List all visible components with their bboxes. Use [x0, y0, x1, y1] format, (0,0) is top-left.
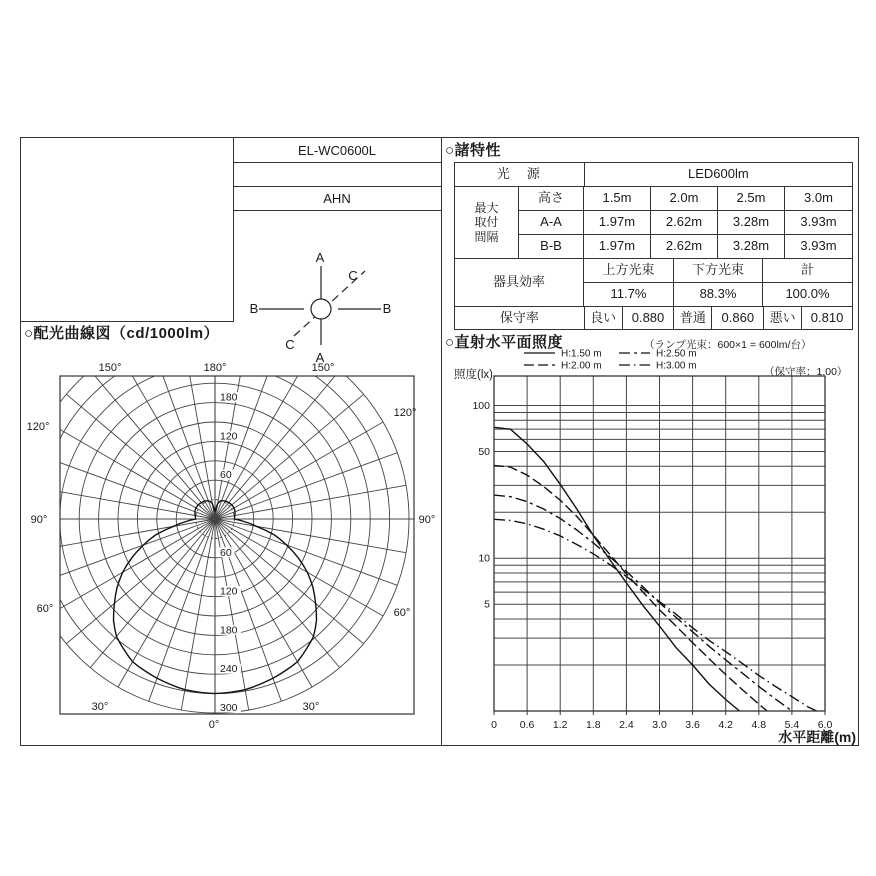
illuminance-grid: [494, 376, 825, 711]
y-tick-label: 100: [472, 399, 490, 412]
light-source-label: 光 源: [455, 163, 585, 187]
y-tick-label: 5: [484, 598, 490, 611]
aa-value: 3.28m: [718, 211, 785, 235]
curve-150: [494, 427, 740, 711]
left-panel: [20, 137, 442, 746]
maintenance-label: 保守率: [455, 307, 585, 330]
x-tick-label: 5.4: [784, 719, 800, 731]
efficiency-label: 器具効率: [455, 259, 584, 307]
right-panel: [441, 137, 859, 746]
axis-origin-circle: [311, 299, 331, 319]
y-tick-label: 10: [478, 552, 490, 565]
x-tick-label: 1.8: [585, 719, 601, 731]
x-tick-label: 2.4: [619, 719, 634, 731]
angle-label: 120°: [393, 407, 417, 419]
radius-tick-label: 180: [220, 624, 238, 637]
axis-label-b-right: B: [382, 301, 392, 316]
x-tick-label: 3.0: [652, 719, 667, 731]
legend-label: H:1.50 m: [561, 348, 602, 360]
light-source-row: [455, 163, 853, 187]
axis-label-b-left: B: [249, 301, 259, 316]
characteristics-section-title: ○諸特性: [445, 142, 502, 159]
height-value: 1.5m: [584, 187, 651, 211]
angle-label: 180°: [203, 362, 227, 374]
product-model-row: [233, 138, 441, 163]
product-header-table: [233, 138, 441, 211]
x-tick-label: 0: [491, 719, 497, 731]
height-value: 2.0m: [651, 187, 718, 211]
aa-value: 3.93m: [785, 211, 853, 235]
height-value: 2.5m: [718, 187, 785, 211]
efficiency-value: 88.3%: [674, 283, 763, 307]
illuminance-line-chart: [446, 345, 858, 745]
y-tick-label: 50: [478, 445, 490, 458]
x-tick-label: 1.2: [552, 719, 568, 731]
radius-tick-label: 60: [220, 469, 232, 482]
illuminance-curves: [494, 427, 817, 711]
x-axis-title: 水平距離(m): [778, 729, 856, 745]
maintenance-value: 0.860: [712, 307, 764, 330]
angle-label: 90°: [30, 514, 48, 526]
distribution-section-title: ○配光曲線図（cd/1000lm）: [24, 325, 220, 342]
maintenance-value: 0.880: [623, 307, 675, 330]
legend-label: H:2.50 m: [656, 348, 697, 360]
light-source-value: LED600lm: [585, 163, 853, 187]
angle-label: 150°: [98, 362, 122, 374]
angle-label: 0°: [208, 719, 220, 731]
maintenance-factor-annotation: （保守率：1.00）: [764, 366, 848, 378]
efficiency-value: 100.0%: [763, 283, 853, 307]
angle-label: 60°: [393, 607, 411, 619]
angle-label: 90°: [418, 514, 436, 526]
bb-value: 3.93m: [785, 235, 853, 259]
bb-row: [519, 235, 853, 259]
angle-label: 30°: [91, 701, 109, 713]
x-tick-label: 0.6: [519, 719, 535, 731]
aa-value: 1.97m: [584, 211, 651, 235]
bb-value: 3.28m: [718, 235, 785, 259]
radius-tick-label: 120: [220, 585, 238, 598]
characteristics-table: [454, 162, 853, 330]
maintenance-grade: 悪い: [764, 307, 802, 330]
efficiency-col-header: 計: [763, 259, 853, 283]
x-tick-label: 3.6: [685, 719, 700, 731]
angle-label: 120°: [26, 421, 50, 433]
max-interval-label: 最大 取付 間隔: [455, 187, 519, 259]
x-tick-label: 4.8: [751, 719, 767, 731]
product-type-row: [233, 187, 441, 211]
product-empty-row: [233, 163, 441, 187]
radius-tick-label: 300: [220, 702, 238, 714]
efficiency-col-header: 上方光束: [584, 259, 674, 283]
maintenance-row: [455, 307, 853, 330]
light-distribution-polar-chart: [21, 346, 442, 746]
radius-tick-label: 240: [220, 663, 238, 676]
radius-tick-label: 180: [220, 391, 238, 404]
angle-label: 30°: [302, 701, 320, 713]
axis-label-a-bottom: A: [315, 350, 325, 365]
legend-label: H:2.00 m: [561, 360, 602, 372]
maintenance-grade: 普通: [674, 307, 712, 330]
radius-tick-label: 120: [220, 430, 238, 443]
aa-value: 2.62m: [651, 211, 718, 235]
angle-label: 150°: [311, 362, 335, 374]
x-tick-label: 6.0: [817, 719, 833, 731]
bb-value: 1.97m: [584, 235, 651, 259]
axis-label-c-lower: C: [285, 337, 295, 352]
efficiency-col-header: 下方光束: [674, 259, 763, 283]
aa-label: A-A: [519, 211, 584, 235]
curve-300: [494, 519, 817, 711]
x-tick-label: 4.2: [718, 719, 734, 731]
bb-label: B-B: [519, 235, 584, 259]
angle-label: 60°: [36, 603, 54, 615]
polar-grid: [21, 346, 414, 714]
product-photo-box: [21, 138, 234, 322]
bb-value: 2.62m: [651, 235, 718, 259]
legend-label: H:3.00 m: [656, 360, 697, 372]
aa-row: [519, 211, 853, 235]
y-axis-title: 照度(lx): [454, 369, 493, 381]
product-model: EL-WC0600L: [297, 142, 377, 158]
axis-label-c-upper: C: [348, 268, 358, 283]
max-interval-rows: [455, 187, 853, 259]
maintenance-value: 0.810: [802, 307, 853, 330]
efficiency-value: 11.7%: [584, 283, 674, 307]
height-label: 高さ: [519, 187, 584, 211]
height-value: 3.0m: [785, 187, 853, 211]
radius-tick-label: 60: [220, 546, 232, 559]
maintenance-grade: 良い: [585, 307, 623, 330]
product-type-code: AHN: [323, 191, 351, 206]
height-row: [519, 187, 853, 211]
efficiency-rows: [455, 259, 853, 307]
illuminance-section-title: ○直射水平面照度: [445, 334, 564, 351]
lamp-flux-annotation: （ランプ光束：600×1 = 600lm/台）: [644, 339, 812, 351]
axis-label-a-top: A: [315, 250, 325, 265]
